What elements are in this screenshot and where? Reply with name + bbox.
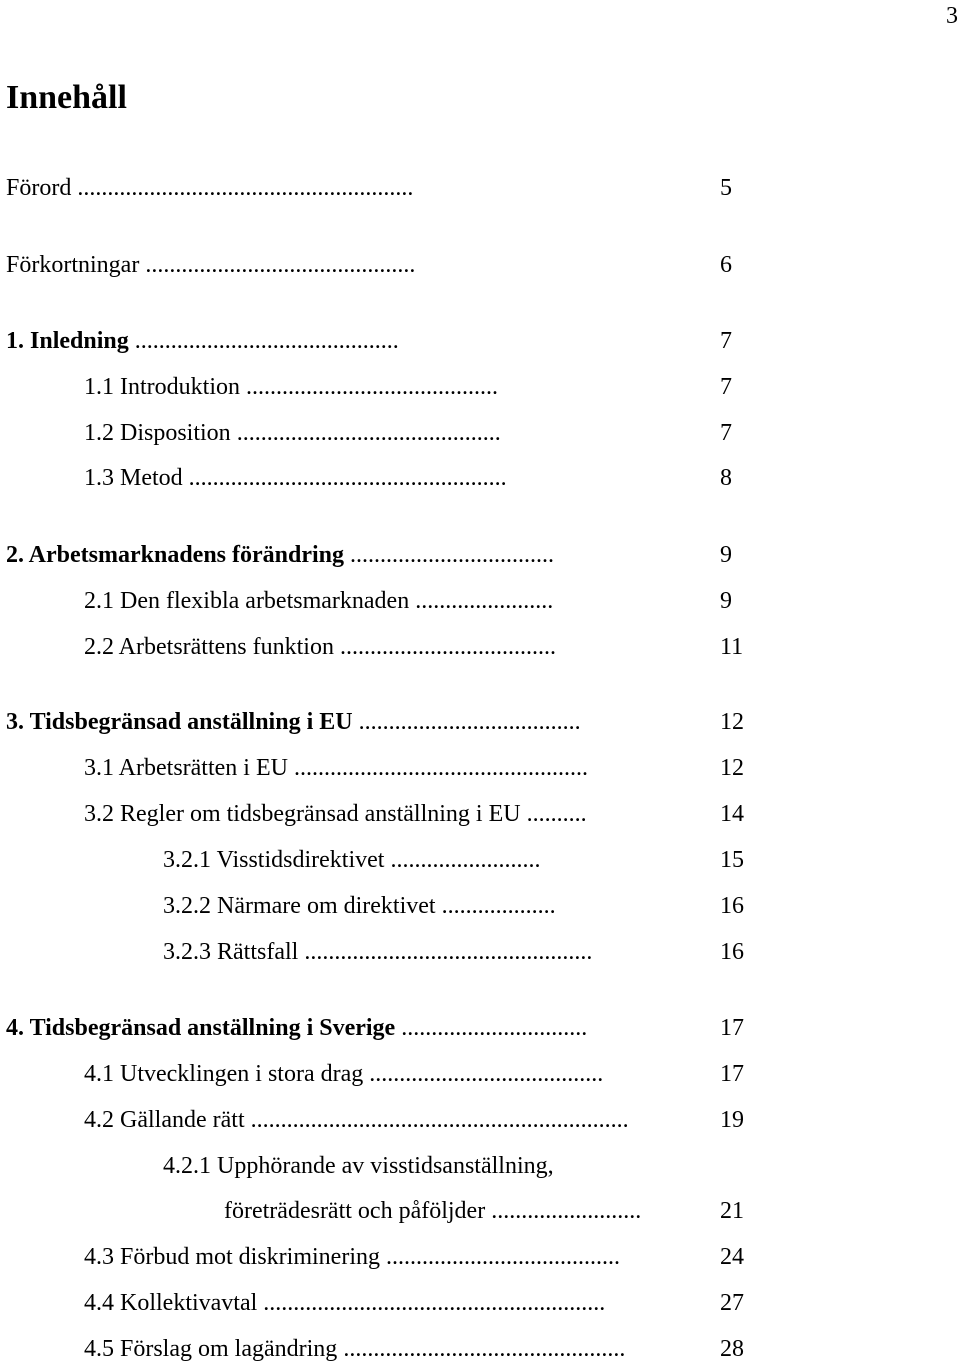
toc-dot-leader: .........................	[384, 847, 541, 873]
toc-dot-leader: ...................	[435, 893, 556, 919]
toc-entry-page-number: 7	[720, 328, 732, 354]
toc-dot-leader: .........................	[485, 1198, 642, 1224]
toc-entry	[224, 1194, 702, 1228]
toc-entry	[84, 370, 688, 404]
toc-entry-label: 1.3 Metod	[84, 465, 183, 491]
toc-entry	[163, 935, 697, 969]
toc-entry-label: 3.2.3 Rättsfall	[163, 939, 299, 965]
toc-entry	[84, 584, 696, 618]
toc-entry-page-number: 6	[720, 252, 732, 278]
toc-entry	[84, 461, 684, 495]
toc-entry-label: 4.3 Förbud mot diskriminering	[84, 1244, 380, 1270]
toc-entry	[163, 843, 697, 877]
toc-entry	[84, 751, 698, 785]
toc-entry	[84, 630, 696, 664]
toc-entry-page-number: 15	[720, 847, 744, 873]
toc-entry-label: 1.2 Disposition	[84, 420, 231, 446]
toc-entry	[84, 1057, 702, 1091]
toc-entry-page-number: 11	[720, 634, 744, 660]
page-number: 3	[946, 3, 958, 29]
toc-dot-leader: ...............................................	[337, 1336, 626, 1362]
toc-dot-leader: ...............................	[395, 1015, 588, 1041]
toc-entry-label: Förord	[6, 175, 72, 201]
toc-entry	[84, 1240, 702, 1274]
toc-entry	[6, 171, 696, 205]
toc-entry-label: 4.5 Förslag om lagändring	[84, 1336, 338, 1362]
toc-dot-leader: ........................................................	[71, 175, 414, 201]
toc-dot-leader: .....................................................	[182, 465, 507, 491]
toc-entry	[84, 1286, 698, 1320]
toc-entry-label: 3.2 Regler om tidsbegränsad anställning i EU	[84, 801, 521, 827]
toc-entry-label: 1.1 Introduktion	[84, 374, 240, 400]
toc-dot-leader: .................................................	[287, 755, 588, 781]
toc-entry-label: 2. Arbetsmarknadens förändring	[6, 542, 345, 568]
toc-dot-leader: .............................................	[139, 252, 416, 278]
page-title: Innehåll	[6, 79, 127, 116]
toc-entry-page-number: 17	[720, 1015, 744, 1041]
toc-dot-leader: .....................................	[352, 709, 581, 735]
toc-entry	[6, 705, 700, 739]
toc-entry-label: 3.2.1 Visstidsdirektivet	[163, 847, 385, 873]
toc-entry-page-number: 7	[720, 420, 732, 446]
toc-entry-page-number: 12	[720, 709, 744, 735]
toc-entry-page-number: 14	[720, 801, 744, 827]
toc-dot-leader: ............................................	[230, 420, 501, 446]
toc-entry-page-number: 28	[720, 1336, 744, 1362]
toc-entry-page-number: 17	[720, 1061, 744, 1087]
toc-entry	[84, 416, 692, 450]
toc-entry-page-number: 8	[720, 465, 732, 491]
toc-entry	[84, 797, 698, 831]
toc-entry	[6, 1011, 700, 1045]
toc-entry-page-number: 27	[720, 1290, 744, 1316]
toc-entry	[163, 1149, 703, 1183]
toc-dot-leader: ...............................................................	[244, 1107, 629, 1133]
toc-dot-leader: ................................................	[298, 939, 593, 965]
toc-dot-leader: .......................................	[363, 1061, 604, 1087]
toc-dot-leader: ....................................	[333, 634, 556, 660]
toc-entry-label: Förkortningar	[6, 252, 140, 278]
toc-entry-label: 3.1 Arbetsrätten i EU	[84, 755, 288, 781]
toc-entry-page-number: 12	[720, 755, 744, 781]
toc-dot-leader: .........................................................	[257, 1290, 606, 1316]
toc-dot-leader: ..........	[520, 801, 587, 827]
toc-entry-label: 2.1 Den flexibla arbetsmarknaden	[84, 588, 410, 614]
toc-entry-label: 4.1 Utvecklingen i stora drag	[84, 1061, 364, 1087]
toc-entry	[6, 248, 690, 282]
toc-entry-page-number: 9	[720, 542, 732, 568]
toc-entry	[6, 324, 692, 358]
toc-dot-leader: .......................................	[380, 1244, 620, 1270]
toc-dot-leader: ............................................	[128, 328, 399, 354]
toc-entry-page-number: 24	[720, 1244, 744, 1270]
toc-entry	[6, 538, 700, 572]
toc-entry-label: 1. Inledning	[6, 328, 129, 354]
toc-entry-page-number: 19	[720, 1107, 744, 1133]
toc-entry-label: 2.2 Arbetsrättens funktion	[84, 634, 334, 660]
toc-entry-page-number: 7	[720, 374, 732, 400]
toc-entry	[163, 889, 697, 923]
toc-entry-label: 4.2.1 Upphörande av visstidsanställning,	[163, 1153, 554, 1179]
toc-entry-label: 3. Tidsbegränsad anställning i EU	[6, 709, 353, 735]
toc-dot-leader: ..................................	[344, 542, 555, 568]
toc-entry-page-number: 9	[720, 588, 732, 614]
toc-entry	[84, 1332, 702, 1366]
toc-entry-label: 4.2 Gällande rätt	[84, 1107, 245, 1133]
toc-entry-page-number: 21	[720, 1198, 744, 1224]
toc-entry-label: 4. Tidsbegränsad anställning i Sverige	[6, 1015, 396, 1041]
toc-entry-label: 4.4 Kollektivavtal	[84, 1290, 258, 1316]
toc-entry-page-number: 16	[720, 893, 744, 919]
toc-entry-page-number: 5	[720, 175, 732, 201]
toc-dot-leader: ..........................................	[240, 374, 498, 400]
toc-entry-label: 3.2.2 Närmare om direktivet	[163, 893, 436, 919]
toc-entry-page-number: 16	[720, 939, 744, 965]
toc-entry	[84, 1103, 702, 1137]
toc-entry-label: företrädesrätt och påföljder	[224, 1198, 486, 1224]
toc-dot-leader: .......................	[409, 588, 554, 614]
